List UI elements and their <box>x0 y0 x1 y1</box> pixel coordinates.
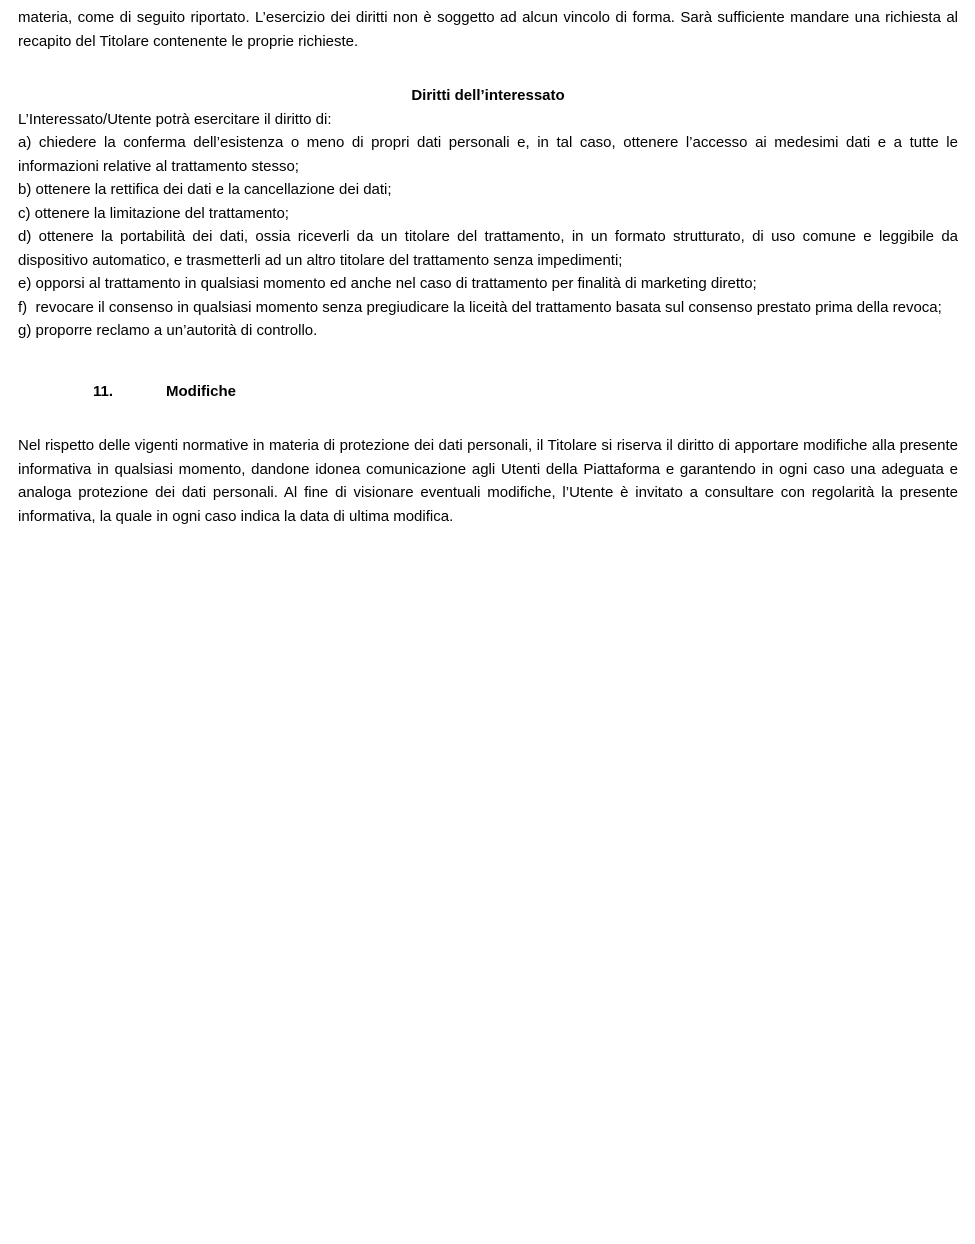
rights-item-b: b) ottenere la rettifica dei dati e la cancellazione dei dati; <box>18 181 392 198</box>
section-number: 11. <box>93 382 114 400</box>
rights-item-d: d) ottenere la portabilità dei dati, ossia riceverli da un titolare del trattamento, in un formato strutturato, di uso comune e leggibile da dispositivo automatico, e trasmetterli ad un altro titolare del trattamento senza impedimenti; <box>18 228 958 269</box>
rights-item-g: g) proporre reclamo a un’autorità di controllo. <box>18 322 318 339</box>
section-11-body: Nel rispetto delle vigenti normative in materia di protezione dei dati personali, il Titolare si riserva il diritto di apportare modifiche alla presente informativa in qualsiasi momento, dandone idonea comunicazione agli Utenti della Piattaforma e garantendo in ogni caso una adeguata e analoga protezione dei dati personali. Al fine di visionare eventuali modifiche, l’Utente è invitato a consultare con regolarità la presente informativa, la quale in ogni caso indica la data di ultima modifica. <box>18 437 958 525</box>
rights-item-e: e) opporsi al trattamento in qualsiasi momento ed anche nel caso di trattamento per finalità di marketing diretto; <box>18 275 757 292</box>
rights-lead: L’Interessato/Utente potrà esercitare il diritto di: <box>18 110 332 128</box>
rights-heading: Diritti dell’interessato <box>411 87 565 104</box>
rights-item-f: f) revocare il consenso in qualsiasi momento senza pregiudicare la liceità del trattamento basata sul consenso prestato prima della revoca; <box>18 298 942 316</box>
intro-paragraph: materia, come di seguito riportato. L’esercizio dei diritti non è soggetto ad alcun vincolo di forma. Sarà sufficiente mandare una richiesta al recapito del Titolare contenente le proprie richieste. <box>18 9 958 50</box>
document-page <box>18 6 958 528</box>
rights-item-a: a) chiedere la conferma dell’esistenza o meno di propri dati personali e, in tal caso, ottenere l’accesso ai medesimi dati e a tutte le informazioni relative al trattamento stesso; <box>18 134 958 175</box>
rights-item-c: c) ottenere la limitazione del trattamento; <box>18 204 289 222</box>
section-11-heading <box>18 380 958 404</box>
section-title: Modifiche <box>166 382 236 400</box>
